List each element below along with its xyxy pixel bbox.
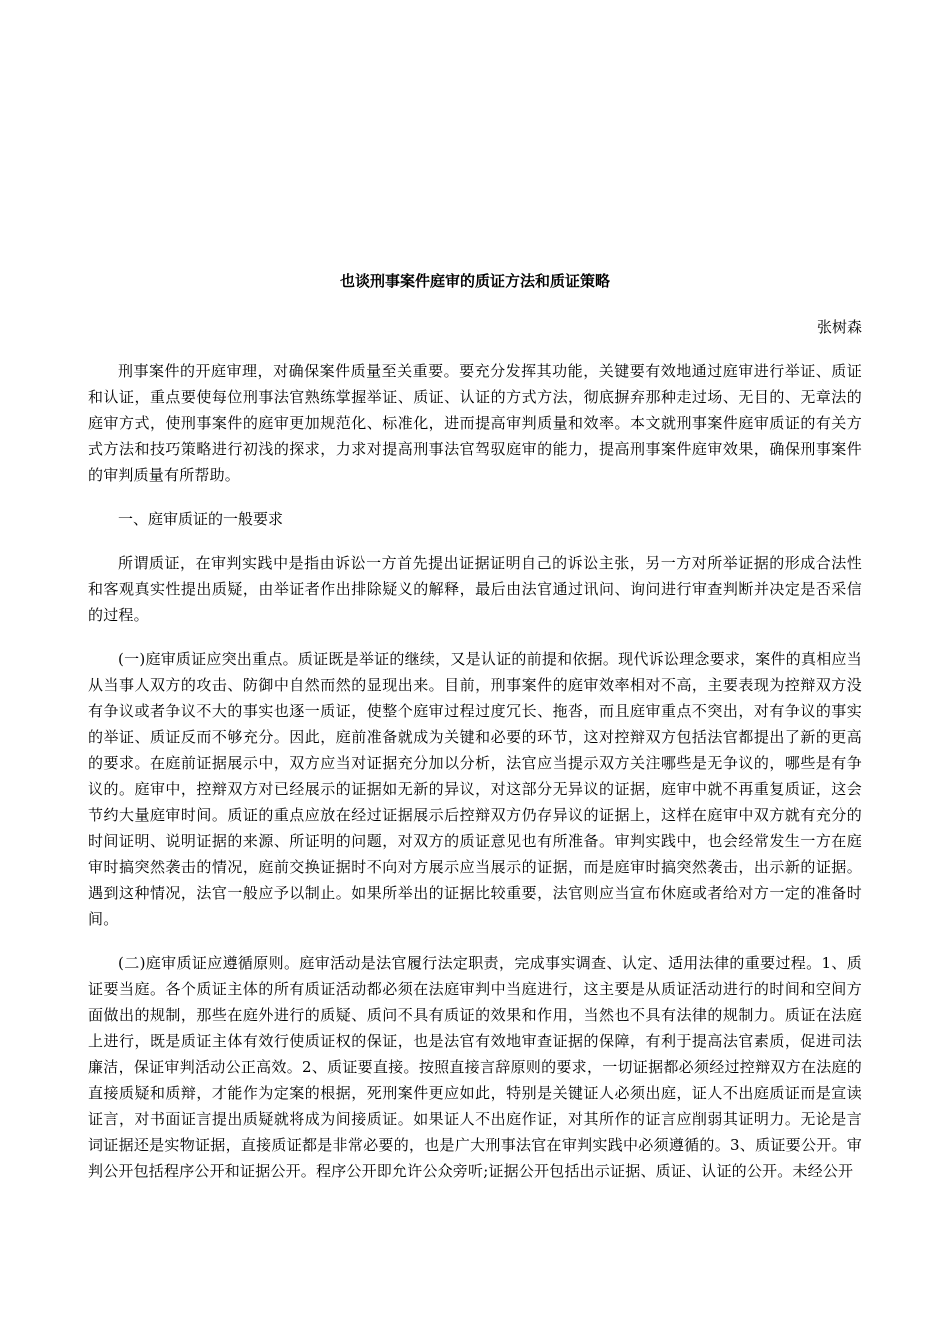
document-body: [88, 358, 862, 1202]
section-heading-1: 一、庭审质证的一般要求: [118, 510, 284, 528]
document-author: 张树森: [816, 318, 862, 336]
document-title: 也谈刑事案件庭审的质证方法和质证策略: [339, 272, 610, 290]
paragraph-intro: 刑事案件的开庭审理，对确保案件质量至关重要。要充分发挥其功能，关键要有效地通过庭审进行举证、质证和认证，重点要使每位刑事法官熟练掌握举证、质证、认证的方式方法，彻底摒弃那种走过场、无目的、无章法的庭审方式，使刑事案件的庭审更加规范化、标准化，进而提高审判质量和效率。本文就刑事案件庭审质证的有关方式方法和技巧策略进行初浅的探求，力求对提高刑事法官驾驭庭审的能力，提高刑事案件庭审效果，确保刑事案件的审判质量有所帮助。: [88, 362, 862, 484]
paragraph-definition: 所谓质证，在审判实践中是指由诉讼一方首先提出证据证明自己的诉讼主张，另一方对所举证据的形成合法性和客观真实性提出质疑，由举证者作出排除疑义的解释，最后由法官通过讯问、询问进行审查判断并决定是否采信的过程。: [88, 554, 862, 624]
paragraph-point-2: (二)庭审质证应遵循原则。庭审活动是法官履行法定职责，完成事实调查、认定、适用法律的重要过程。1、质证要当庭。各个质证主体的所有质证活动都必须在法庭审判中当庭进行，这主要是从质证活动进行的时间和空间方面做出的规制，那些在庭外进行的质疑、质问不具有质证的效果和作用，当然也不具有法律的规制力。质证在法庭上进行，既是质证主体有效行使质证权的保证，也是法官有效地审查证据的保障，有利于提高法官素质，促进司法廉洁，保证审判活动公正高效。2、质证要直接。按照直接言辞原则的要求，一切证据都必须经过控辩双方在法庭的直接质疑和质辩，才能作为定案的根据，死刑案件更应如此，特别是关键证人必须出庭，证人不出庭质证而是宣读证言，对书面证言提出质疑就将成为间接质证。如果证人不出庭作证，对其所作的证言应削弱其证明力。无论是言词证据还是实物证据，直接质证都是非常必要的，也是广大刑事法官在审判实践中必须遵循的。3、质证要公开。审判公开包括程序公开和证据公开。程序公开即允许公众旁听;证据公开包括出示证据、质证、认证的公开。未经公开: [88, 954, 862, 1180]
paragraph-point-1: (一)庭审质证应突出重点。质证既是举证的继续，又是认证的前提和依据。现代诉讼理念要求，案件的真相应当从当事人双方的攻击、防御中自然而然的显现出来。目前，刑事案件的庭审效率相对不高，主要表现为控辩双方没有争议或者争议不大的事实也逐一质证，使整个庭审过程过度冗长、拖沓，而且庭审重点不突出，对有争议的事实的举证、质证反而不够充分。因此，庭前准备就成为关键和必要的环节，这对控辩双方包括法官都提出了新的更高的要求。在庭前证据展示中，双方应当对证据充分加以分析，法官应当提示双方关注哪些是无争议的，哪些是有争议的。庭审中，控辩双方对已经展示的证据如无新的异议，对这部分无异议的证据，庭审中就不再重复质证，这会节约大量庭审时间。质证的重点应放在经过证据展示后控辩双方仍存异议的证据上，这样在庭审中双方就有充分的时间证明、说明证据的来源、所证明的问题，对双方的质证意见也有所准备。审判实践中，也会经常发生一方在庭审时搞突然袭击的情况，庭前交换证据时不向对方展示应当展示的证据，而是庭审时搞突然袭击，出示新的证据。遇到这种情况，法官一般应予以制止。如果所举出的证据比较重要，法官则应当宣布休庭或者给对方一定的准备时间。: [88, 650, 862, 928]
